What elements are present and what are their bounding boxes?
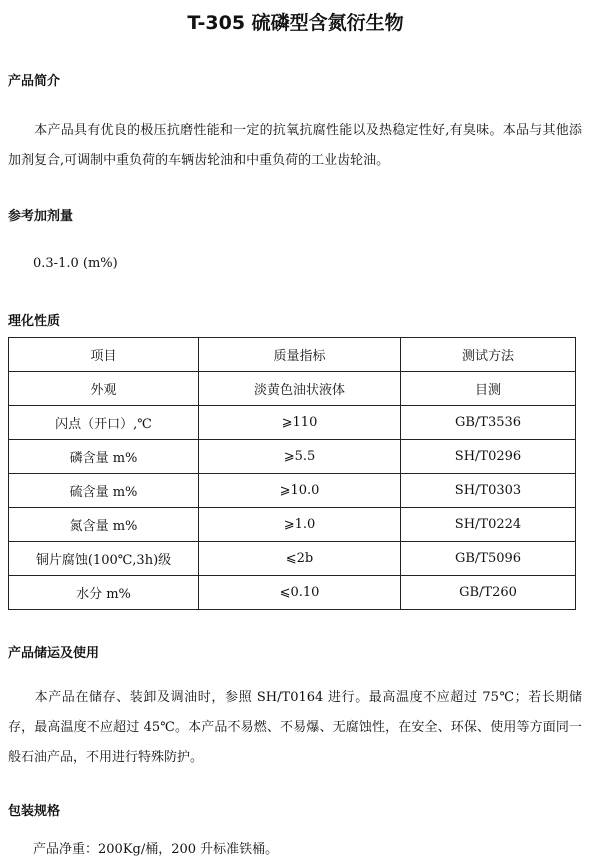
table-row [9, 508, 576, 542]
table-cell: ⩾110 [199, 406, 401, 440]
table-cell: SH/T0296 [401, 440, 576, 474]
table-cell: 氮含量 m% [9, 508, 199, 542]
document-title: T-305 硫磷型含氮衍生物 [187, 12, 404, 34]
table-row [9, 474, 576, 508]
section-heading-intro: 产品简介 [8, 74, 61, 89]
table-cell: 硫含量 m% [9, 474, 199, 508]
table-cell: GB/T5096 [401, 542, 576, 576]
storage-paragraph [8, 683, 582, 773]
packing-text: 产品净重：200Kg/桶，200 升标准铁桶。 [33, 842, 279, 857]
table-row [9, 406, 576, 440]
table-cell: 外观 [9, 372, 199, 406]
table-cell: SH/T0303 [401, 474, 576, 508]
table-cell: ⩾5.5 [199, 440, 401, 474]
storage-text: 本产品在储存、装卸及调油时，参照 SH/T0164 进行。最高温度不应超过 75℃；若长期储存，最高温度不应超过 45℃。本产品不易燃、不易爆、无腐蚀性，在安全、环保、使用等方面同一般石油产品，不用进行特殊防护。 [8, 690, 582, 765]
table-cell: 淡黄色油状液体 [199, 372, 401, 406]
table-cell: 水分 m% [9, 576, 199, 610]
section-heading-storage: 产品储运及使用 [8, 646, 100, 661]
properties-table [8, 337, 576, 610]
section-heading-packing: 包装规格 [8, 804, 61, 819]
table-cell: ⩽2b [199, 542, 401, 576]
table-cell: GB/T260 [401, 576, 576, 610]
table-row [9, 440, 576, 474]
column-header-method: 测试方法 [401, 338, 576, 372]
table-cell: GB/T3536 [401, 406, 576, 440]
table-cell: ⩾10.0 [199, 474, 401, 508]
column-header-item: 项目 [9, 338, 199, 372]
intro-text: 本产品具有优良的极压抗磨性能和一定的抗氧抗腐性能以及热稳定性好,有臭味。本品与其他添加剂复合,可调制中重负荷的车辆齿轮油和中重负荷的工业齿轮油。 [8, 123, 582, 168]
table-cell: SH/T0224 [401, 508, 576, 542]
table-header-row [9, 338, 576, 372]
table-cell: 磷含量 m% [9, 440, 199, 474]
table-cell: 闪点（开口）,℃ [9, 406, 199, 440]
section-heading-properties: 理化性质 [8, 314, 61, 329]
table-row [9, 576, 576, 610]
table-cell: ⩽0.10 [199, 576, 401, 610]
table-cell: ⩾1.0 [199, 508, 401, 542]
table-cell: 目测 [401, 372, 576, 406]
intro-paragraph [8, 116, 582, 176]
table-cell: 铜片腐蚀(100℃,3h)级 [9, 542, 199, 576]
dosage-value: 0.3-1.0 (m%) [33, 256, 118, 271]
table-row [9, 542, 576, 576]
section-heading-dosage: 参考加剂量 [8, 209, 74, 224]
table-row [9, 372, 576, 406]
column-header-spec: 质量指标 [199, 338, 401, 372]
